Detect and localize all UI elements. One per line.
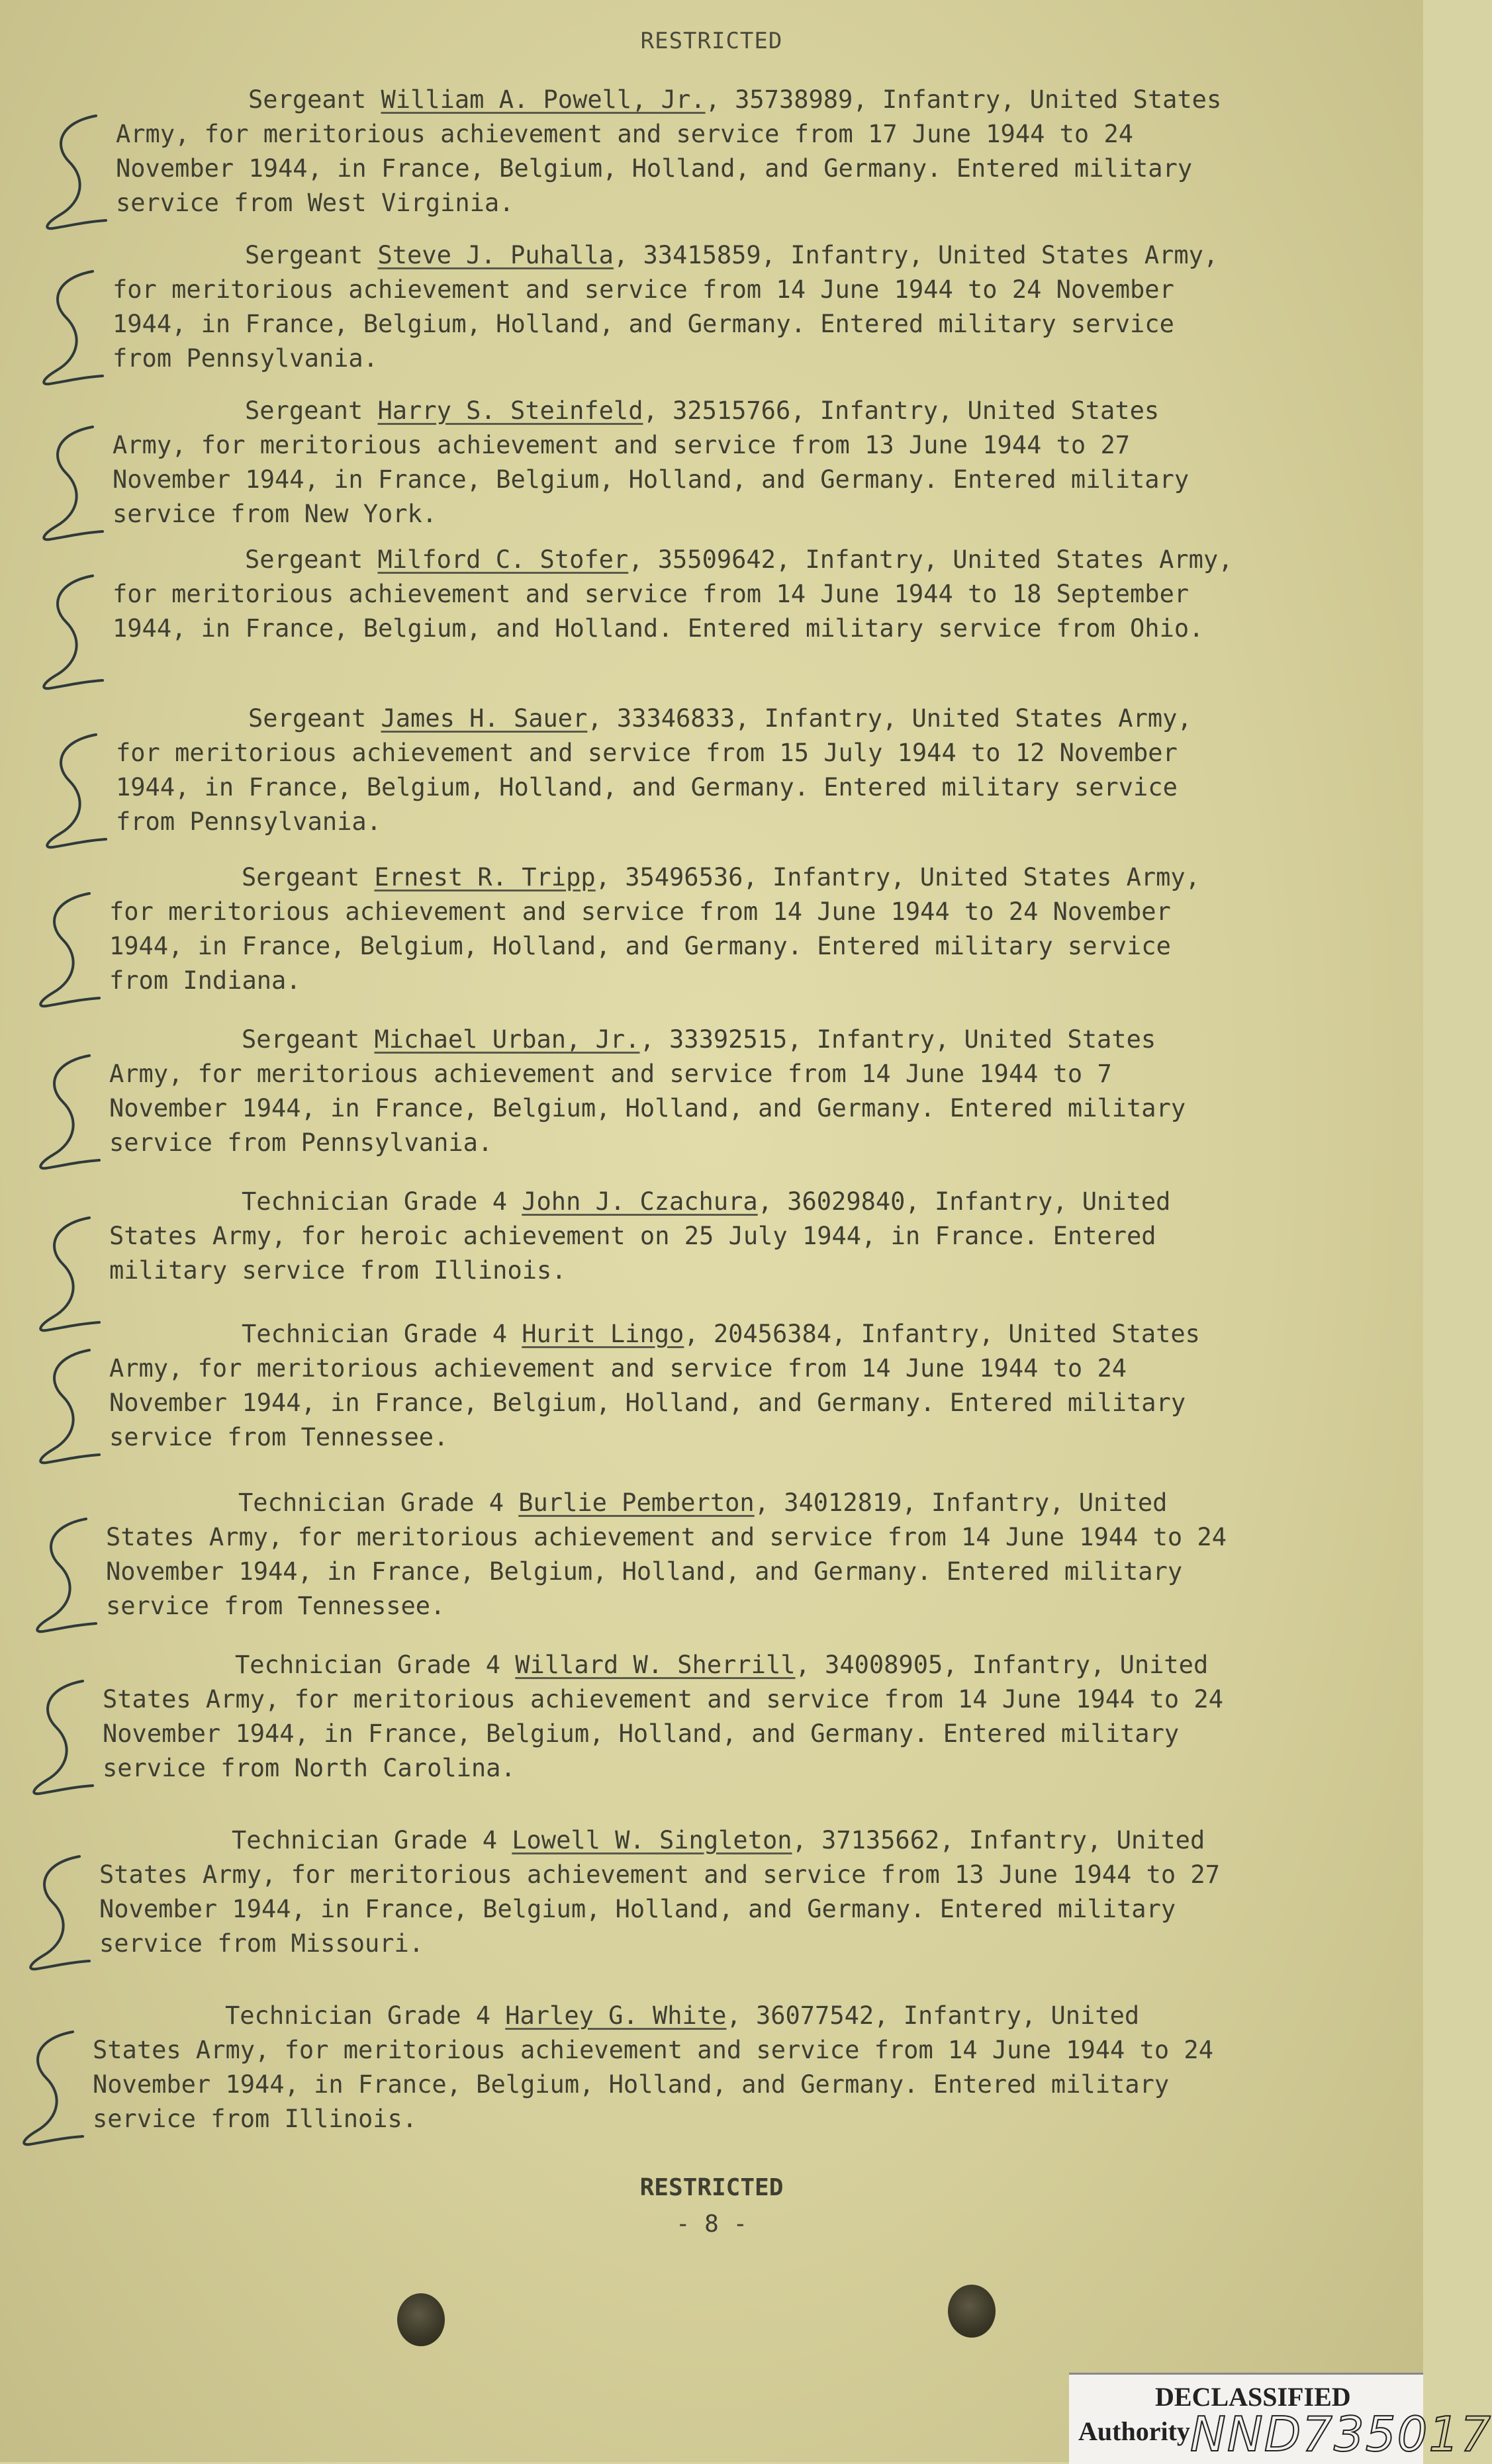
citation-details: , 33346833, Infantry, United States Army, for meritorious achievement and service from 15 July 1944 to 12 November 1944, in France, Belgium, Holland, and Germany. Entered military service from Pennsylvania. xyxy=(116,704,1192,836)
handwritten-check-mark xyxy=(26,1344,106,1476)
citation-name: James H. Sauer xyxy=(381,704,588,733)
citation-name: Burlie Pemberton xyxy=(518,1488,755,1517)
declassification-stamp xyxy=(1069,2373,1492,2464)
citation-text xyxy=(103,1648,1228,1786)
citation-text xyxy=(109,1023,1235,1160)
citation-text xyxy=(116,702,1241,839)
citation-details: , 32515766, Infantry, United States Army, for meritorious achievement and service from 13 June 1944 to 27 November 1944, in France, Belgium, Holland, and Germany. Entered military service from New York. xyxy=(113,396,1189,528)
handwritten-check-mark xyxy=(26,1049,106,1181)
authority-code: NND735017 xyxy=(1190,2406,1492,2462)
citation-text xyxy=(109,1185,1235,1288)
citation-details: , 36029840, Infantry, United States Army, for heroic achievement on 25 July 1944, in France. Entered military service from Illinois. xyxy=(109,1187,1171,1285)
citation-entry xyxy=(109,1185,1235,1288)
handwritten-check-mark xyxy=(30,420,109,553)
citation-entry xyxy=(109,1317,1235,1455)
citation-entry xyxy=(109,1023,1235,1160)
citation-text xyxy=(113,238,1238,376)
citation-text xyxy=(109,860,1235,998)
citation-details: , 20456384, Infantry, United States Army, for meritorious achievement and service from 14 June 1944 to 24 November 1944, in France, Belgium, Holland, and Germany. Entered military service from Tennessee. xyxy=(109,1320,1200,1451)
citation-rank: Sergeant xyxy=(245,545,363,574)
footer-classification: RESTRICTED xyxy=(639,2174,784,2201)
handwritten-check-mark xyxy=(20,1674,99,1807)
handwritten-check-mark xyxy=(33,728,113,860)
authority-label: Authority xyxy=(1078,2416,1190,2446)
citation-name: Harry S. Steinfeld xyxy=(377,396,643,425)
citation-entry xyxy=(116,83,1241,220)
citation-rank: Technician Grade 4 xyxy=(238,1488,504,1517)
citation-text xyxy=(93,1999,1218,2136)
citation-text xyxy=(109,1317,1235,1455)
citation-text xyxy=(106,1486,1231,1623)
citation-text xyxy=(113,543,1238,646)
citation-name: Ernest R. Tripp xyxy=(374,863,596,891)
citation-entry xyxy=(106,1486,1231,1623)
citation-rank: Sergeant xyxy=(245,396,363,425)
citation-name: Michael Urban, Jr. xyxy=(374,1025,640,1054)
citation-entry xyxy=(113,238,1238,376)
citation-rank: Technician Grade 4 xyxy=(225,2001,490,2030)
citation-name: Steve J. Puhalla xyxy=(377,241,614,269)
citation-entry xyxy=(109,860,1235,998)
binder-hole-right xyxy=(948,2285,996,2338)
citation-details: , 33392515, Infantry, United States Army, for meritorious achievement and service from 14 June 1944 to 7 November 1944, in France, Belgium, Holland, and Germany. Entered military service from Pennsylvania. xyxy=(109,1025,1186,1157)
citation-entry xyxy=(99,1823,1225,1961)
citation-name: John J. Czachura xyxy=(522,1187,758,1216)
citation-details: , 37135662, Infantry, United States Army, for meritorious achievement and service from 13 June 1944 to 27 November 1944, in France, Belgium, Holland, and Germany. Entered military service from Missouri. xyxy=(99,1826,1220,1958)
citation-rank: Technician Grade 4 xyxy=(242,1320,507,1348)
citation-details: , 34012819, Infantry, United States Army, for meritorious achievement and service from 14 June 1944 to 24 November 1944, in France, Belgium, Holland, and Germany. Entered military service from Tennessee. xyxy=(106,1488,1227,1620)
page-number: - 8 - xyxy=(675,2211,748,2238)
citation-rank: Technician Grade 4 xyxy=(235,1651,500,1679)
handwritten-check-mark xyxy=(30,569,109,702)
citation-rank: Sergeant xyxy=(242,863,360,891)
handwritten-check-mark xyxy=(26,1211,106,1344)
citation-name: Willard W. Sherrill xyxy=(515,1651,796,1679)
citation-text xyxy=(113,394,1238,531)
citation-details: , 35509642, Infantry, United States Army, for meritorious achievement and service from 14 June 1944 to 18 September 1944, in France, Belgium, and Holland. Entered military service from Ohio. xyxy=(113,545,1233,643)
citation-rank: Sergeant xyxy=(248,704,367,733)
citation-name: Lowell W. Singleton xyxy=(512,1826,792,1854)
citation-rank: Technician Grade 4 xyxy=(242,1187,507,1216)
handwritten-check-mark xyxy=(30,265,109,397)
declassified-label: DECLASSIFIED xyxy=(1155,2382,1351,2412)
citation-entry xyxy=(113,394,1238,531)
header-classification: RESTRICTED xyxy=(640,28,783,54)
citation-rank: Sergeant xyxy=(248,85,367,114)
citation-text xyxy=(116,83,1241,220)
citation-entry xyxy=(116,702,1241,839)
citation-entry xyxy=(103,1648,1228,1786)
citation-rank: Sergeant xyxy=(245,241,363,269)
citation-details: , 33415859, Infantry, United States Army, for meritorious achievement and service from 14 June 1944 to 24 November 1944, in France, Belgium, Holland, and Germany. Entered military service from Pennsylvania. xyxy=(113,241,1219,373)
citation-rank: Technician Grade 4 xyxy=(232,1826,497,1854)
handwritten-check-mark xyxy=(10,2025,89,2158)
citation-name: William A. Powell, Jr. xyxy=(381,85,706,114)
citation-entry xyxy=(113,543,1238,646)
citation-details: , 36077542, Infantry, United States Army, for meritorious achievement and service from 14 June 1944 to 24 November 1944, in France, Belgium, Holland, and Germany. Entered military service from Illinois. xyxy=(93,2001,1213,2133)
handwritten-check-mark xyxy=(17,1850,96,1982)
handwritten-check-mark xyxy=(33,109,113,242)
handwritten-check-mark xyxy=(26,887,106,1019)
binder-hole-left xyxy=(397,2293,445,2346)
citation-details: , 35738989, Infantry, United States Army, for meritorious achievement and service from 17 June 1944 to 24 November 1944, in France, Belgium, Holland, and Germany. Entered military service from West Virginia. xyxy=(116,85,1222,217)
citation-text xyxy=(99,1823,1225,1961)
citation-name: Harley G. White xyxy=(505,2001,727,2030)
handwritten-check-mark xyxy=(23,1512,103,1645)
citation-details: , 34008905, Infantry, United States Army, for meritorious achievement and service from 14 June 1944 to 24 November 1944, in France, Belgium, Holland, and Germany. Entered military service from North Carolina. xyxy=(103,1651,1223,1782)
citation-entry xyxy=(93,1999,1218,2136)
citation-name: Hurit Lingo xyxy=(522,1320,684,1348)
citation-rank: Sergeant xyxy=(242,1025,360,1054)
citation-details: , 35496536, Infantry, United States Army, for meritorious achievement and service from 14 June 1944 to 24 November 1944, in France, Belgium, Holland, and Germany. Entered military service from Indiana. xyxy=(109,863,1200,995)
citation-name: Milford C. Stofer xyxy=(377,545,629,574)
